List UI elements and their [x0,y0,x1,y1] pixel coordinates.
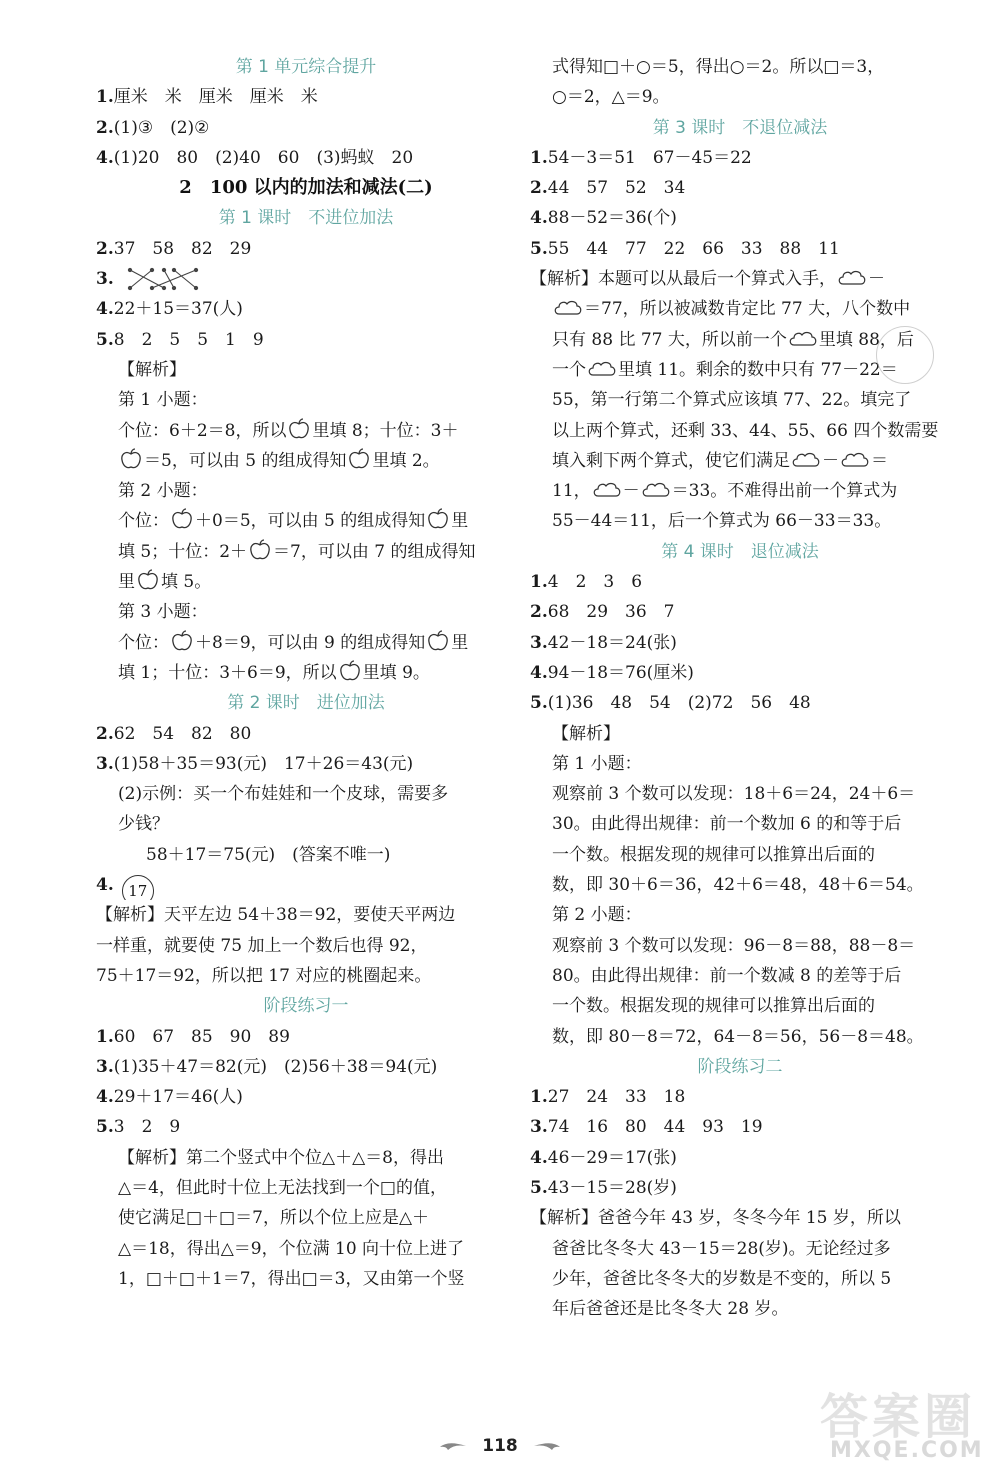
right-line-27 [530,870,950,900]
line-text: ＝77，所以被减数肯定比 77 大，八个数中 [552,299,910,319]
apple-blank-icon [170,629,194,653]
question-number: 1. [530,572,548,593]
question-number: 2. [530,178,548,199]
line-text: 【解析】第二个竖式中个位△＋△＝8，得出 [118,1147,444,1168]
line-text: △＝4，但此时十位上无法找到一个□的值， [118,1177,447,1198]
right-line-22 [530,719,950,749]
line-text: 少年，爸爸比冬冬大的岁数是不变的，所以 5 [552,1268,892,1289]
right-line-1 [530,82,950,112]
cloud-blank-icon [592,481,622,499]
line-text: 【解析】 [118,359,186,380]
line-text: 55 44 77 22 66 33 88 11 [547,238,840,259]
question-number: 5. [530,1177,548,1198]
line-text: 个位： ＋0＝5，可以由 5 的组成得知 里 [118,511,468,531]
question-number: 4. [96,1087,114,1108]
line-text: 式得知□＋○＝5，得出○＝2。所以□＝3， [552,57,885,77]
line-text: 94－18＝76(厘米) [547,662,694,683]
line-text: 29＋17＝46(人) [113,1087,243,1108]
left-line-28 [96,900,516,930]
left-line-8 [96,294,516,324]
left-line-37 [96,1173,516,1203]
line-text: 30。由此得出规律：前一个数加 6 的和等于后 [552,814,902,835]
question-number: 4. [96,875,114,896]
left-line-19 [96,628,516,658]
right-line-26 [530,840,950,870]
line-text: 个位： ＋8＝9，可以由 9 的组成得知 里 [118,633,468,653]
line-text: 一样重，就要使 75 加上一个数后也得 92， [96,935,428,956]
circled-peach-answer: 17 [122,875,154,900]
right-line-12 [530,416,950,446]
question-number: 5. [530,693,548,714]
right-line-40 [530,1264,950,1294]
question-number: 5. [96,329,114,350]
question-number: 5. [96,1117,114,1138]
right-line-6 [530,234,950,264]
left-line-6 [96,234,516,264]
line-text: 阶段练习二 [697,1056,783,1077]
line-text: 第 1 课时 不进位加法 [218,208,394,229]
left-line-35 [96,1112,516,1142]
line-text: 4 2 3 6 [547,572,643,593]
line-text: 数，即 30＋6＝36，42＋6＝48，48＋6＝54。 [552,875,924,896]
line-text: 3 2 9 [113,1117,181,1138]
left-line-10 [96,355,516,385]
left-line-32 [96,1022,516,1052]
apple-blank-icon [119,447,143,471]
left-line-11 [96,385,516,415]
left-line-24 [96,779,516,809]
right-line-39 [530,1234,950,1264]
ornament-right-icon [532,1440,562,1454]
right-line-14 [530,476,950,506]
right-line-5 [530,203,950,233]
question-number: 5. [530,238,548,259]
left-line-26 [96,840,516,870]
line-text: 第 3 课时 不退位减法 [652,117,828,138]
question-number: 3. [96,269,114,290]
line-text: 以上两个算式，还剩 33、44、55、66 四个数需要 [552,420,939,441]
line-text: 爸爸比冬冬大 43－15＝28(岁)。无论经过多 [552,1238,891,1259]
line-text: 55，第一行第二个算式应该填 77、22。填完了 [552,390,912,411]
line-text: 8 2 5 5 1 9 [113,329,264,350]
left-line-18 [96,597,516,627]
line-text: (1)20 80 (2)40 60 (3)蚂蚁 20 [113,147,414,168]
cloud-blank-icon [837,269,867,287]
line-text: (1)36 48 54 (2)72 56 48 [547,693,811,714]
apple-blank-icon [426,507,450,531]
line-text: (2)示例：买一个布娃娃和一个皮球，需要多 [118,784,449,805]
line-text: 46－29＝17(张) [547,1147,677,1168]
line-text: 填 5；十位：2＋ ＝7，可以由 7 的组成得知 [118,542,476,562]
question-number: 2. [96,723,114,744]
right-line-28 [530,900,950,930]
left-line-4 [96,173,516,203]
line-text: 37 58 82 29 [113,238,252,259]
left-line-0 [96,52,516,82]
apple-blank-icon [347,447,371,471]
right-line-31 [530,991,950,1021]
apple-blank-icon [136,568,160,592]
line-text: 43－15＝28(岁) [547,1177,677,1198]
right-line-36 [530,1143,950,1173]
right-line-30 [530,961,950,991]
left-line-33 [96,1052,516,1082]
right-line-34 [530,1082,950,1112]
left-line-23 [96,749,516,779]
line-text: (1)③ (2)② [113,117,210,138]
matching-lines-icon [124,266,204,292]
left-line-25 [96,809,516,839]
left-line-29 [96,931,516,961]
cloud-blank-icon [641,481,671,499]
line-text: 第 2 小题： [552,905,642,926]
watermark-logo: 答案圈 [820,1389,977,1445]
left-line-3 [96,143,516,173]
question-number: 1. [96,87,114,108]
line-text: 第 1 单元综合提升 [235,57,377,77]
line-text: 厘米 米 厘米 厘米 米 [113,87,318,108]
left-line-36 [96,1143,516,1173]
line-text: 第 2 小题： [118,481,208,502]
question-number: 4. [530,1147,548,1168]
line-text: 2 100 以内的加法和减法(二) [179,177,433,199]
page-number: 118 [482,1436,518,1456]
question-number: 2. [96,117,114,138]
right-line-23 [530,749,950,779]
left-line-39 [96,1234,516,1264]
line-text: ＝5，可以由 5 的组成得知 里填 2。 [118,451,440,471]
right-line-41 [530,1294,950,1324]
line-text: 填入剩下两个算式，使它们满足 － ＝ [552,450,888,471]
line-text: (1)58＋35＝93(元) 17＋26＝43(元) [113,753,414,774]
apple-blank-icon [248,538,272,562]
apple-blank-icon [338,659,362,683]
right-line-17 [530,567,950,597]
line-text: 42－18＝24(张) [547,632,677,653]
watermark-url: MXQE.COM [830,1438,984,1463]
right-line-8 [530,294,950,324]
question-number: 3. [96,753,114,774]
left-line-12 [96,416,516,446]
left-line-2 [96,113,516,143]
line-text: 观察前 3 个数可以发现：18＋6＝24，24＋6＝ [552,784,916,805]
line-text: 【解析】 [552,723,620,744]
left-line-21 [96,688,516,718]
line-text: 只有 88 比 77 大，所以前一个 里填 88，后 [552,329,914,350]
line-text: 【解析】爸爸今年 43 岁，冬冬今年 15 岁，所以 [530,1208,901,1229]
question-number: 1. [96,1026,114,1047]
question-number: 1. [530,1087,548,1108]
line-text: 第 2 课时 进位加法 [227,693,385,714]
line-text: 【解析】天平左边 54＋38＝92，要使天平两边 [96,905,456,926]
right-column [530,52,950,1324]
right-line-33 [530,1052,950,1082]
line-text: 27 24 33 18 [547,1087,686,1108]
line-text: 58＋17＝75(元) (答案不唯一) [146,844,391,865]
line-text: △＝18，得出△＝9，个位满 10 向十位上进了 [118,1238,465,1259]
line-text: 一个 里填 11。剩余的数中只有 77－22＝ [552,359,898,380]
line-text: 个位：6＋2＝8，所以 里填 8；十位：3＋ [118,421,459,441]
right-line-15 [530,506,950,536]
right-line-38 [530,1203,950,1233]
left-line-16 [96,537,516,567]
question-number: 4. [96,147,114,168]
apple-blank-icon [287,417,311,441]
left-line-1 [96,82,516,112]
right-line-37 [530,1173,950,1203]
left-line-9 [96,325,516,355]
line-text: 第 3 小题： [118,602,208,623]
right-line-11 [530,385,950,415]
line-text: 54－3＝51 67－45＝22 [547,147,752,168]
line-text: 74 16 80 44 93 19 [547,1117,763,1138]
line-text: 80。由此得出规律：前一个数减 8 的差等于后 [552,965,902,986]
left-line-27 [96,870,516,900]
left-line-31 [96,991,516,1021]
right-line-7 [530,264,950,294]
line-text: 44 57 52 34 [547,178,686,199]
right-line-4 [530,173,950,203]
line-text: 里 填 5。 [118,572,211,592]
question-number: 4. [530,662,548,683]
question-number: 2. [96,238,114,259]
line-text: 22＋15＝37(人) [113,299,243,320]
right-line-13 [530,446,950,476]
right-line-18 [530,597,950,627]
line-text: 第 4 课时 退位减法 [661,541,819,562]
right-line-25 [530,809,950,839]
line-text: 一个数。根据发现的规律可以推算出后面的 [552,844,875,865]
right-line-20 [530,658,950,688]
cloud-blank-icon [840,451,870,469]
left-line-15 [96,506,516,536]
line-text: 60 67 85 90 89 [113,1026,290,1047]
ornament-left-icon [438,1440,468,1454]
line-text: 62 54 82 80 [113,723,252,744]
line-text: 55－44＝11，后一个算式为 66－33＝33。 [552,511,892,532]
line-text: 第 1 小题： [552,753,642,774]
stamp-watermark [876,326,934,384]
left-line-5 [96,203,516,233]
line-text: 使它满足□＋□＝7，所以个位上应是△＋ [118,1208,430,1229]
line-text: ○＝2，△＝9。 [552,87,670,108]
right-line-16 [530,537,950,567]
line-text: 一个数。根据发现的规律可以推算出后面的 [552,996,875,1017]
apple-blank-icon [170,507,194,531]
right-line-21 [530,688,950,718]
right-line-19 [530,628,950,658]
line-text: 观察前 3 个数可以发现：96－8＝88，88－8＝ [552,935,916,956]
cloud-blank-icon [553,299,583,317]
cloud-blank-icon [791,451,821,469]
question-number: 1. [530,147,548,168]
cloud-blank-icon [587,360,617,378]
apple-blank-icon [426,629,450,653]
line-text: 年后爸爸还是比冬冬大 28 岁。 [552,1299,789,1320]
question-number: 3. [96,1056,114,1077]
line-text: 少钱？ [118,814,169,835]
line-text: 第 1 小题： [118,390,208,411]
line-text: 1，□＋□＋1＝7，得出□＝3，又由第一个竖 [118,1268,465,1289]
left-column [96,52,516,1294]
right-line-2 [530,113,950,143]
question-number: 4. [530,208,548,229]
cloud-blank-icon [788,330,818,348]
left-line-20 [96,658,516,688]
left-line-14 [96,476,516,506]
left-line-30 [96,961,516,991]
left-line-38 [96,1203,516,1233]
line-text: 11， － ＝33。不难得出前一个算式为 [552,481,898,502]
right-line-0 [530,52,950,82]
right-line-32 [530,1022,950,1052]
line-text: 【解析】本题可以从最后一个算式入手， － [530,269,885,290]
left-line-13 [96,446,516,476]
question-number: 3. [530,632,548,653]
line-text: 75＋17＝92，所以把 17 对应的桃圈起来。 [96,965,432,986]
left-line-34 [96,1082,516,1112]
left-line-22 [96,719,516,749]
line-text: 阶段练习一 [263,996,349,1017]
line-text: 填 1；十位：3＋6＝9，所以 里填 9。 [118,663,430,683]
left-line-17 [96,567,516,597]
line-text: (1)35＋47＝82(元) (2)56＋38＝94(元) [113,1056,438,1077]
left-line-7 [96,264,516,294]
line-text: 数，即 80－8＝72，64－8＝56，56－8＝48。 [552,1026,924,1047]
right-line-35 [530,1112,950,1142]
line-text: 68 29 36 7 [547,602,675,623]
right-line-29 [530,931,950,961]
question-number: 4. [96,299,114,320]
right-line-3 [530,143,950,173]
question-number: 3. [530,1117,548,1138]
line-text: 88－52＝36(个) [547,208,677,229]
question-number: 2. [530,602,548,623]
left-line-40 [96,1264,516,1294]
right-line-24 [530,779,950,809]
